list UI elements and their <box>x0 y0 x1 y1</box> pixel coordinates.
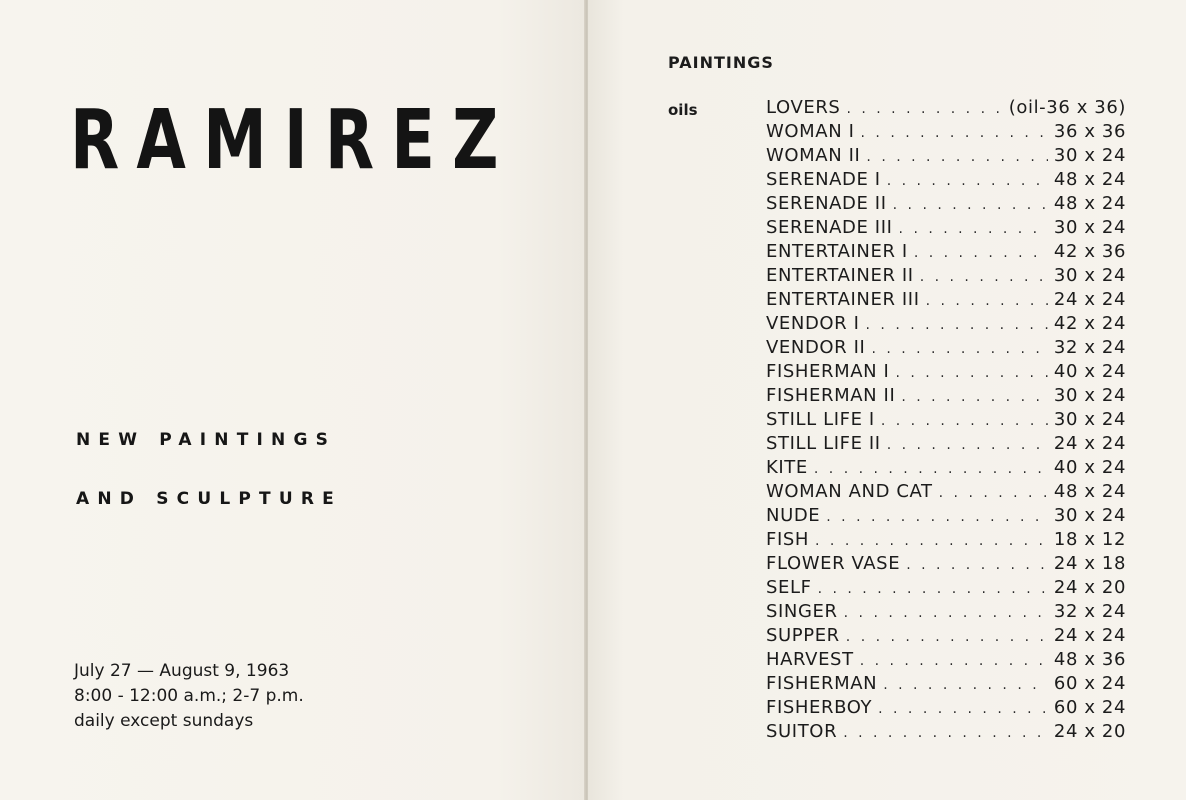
dot-leader <box>814 461 1048 477</box>
painting-title: WOMAN AND CAT <box>766 481 933 502</box>
dot-leader <box>920 269 1048 285</box>
list-item <box>766 673 1126 697</box>
list-item <box>766 577 1126 601</box>
cover-page <box>0 0 585 800</box>
dot-leader <box>883 677 1048 693</box>
painting-title: NUDE <box>766 505 821 526</box>
painting-size: 60 x 24 <box>1053 697 1126 718</box>
dot-leader <box>843 725 1048 741</box>
painting-size: 30 x 24 <box>1053 145 1126 166</box>
painting-size: 24 x 24 <box>1053 289 1126 310</box>
painting-size: 18 x 12 <box>1053 529 1126 550</box>
painting-size: 24 x 18 <box>1053 553 1126 574</box>
list-item <box>766 481 1126 505</box>
painting-title: ENTERTAINER II <box>766 265 914 286</box>
painting-size: 24 x 24 <box>1053 625 1126 646</box>
dot-leader <box>887 173 1048 189</box>
painting-title: SINGER <box>766 601 838 622</box>
list-item <box>766 601 1126 625</box>
list-item <box>766 169 1126 193</box>
list-item <box>766 529 1126 553</box>
dot-leader <box>861 125 1048 141</box>
list-item <box>766 409 1126 433</box>
painting-title: FISHERMAN II <box>766 385 896 406</box>
painting-title: SELF <box>766 577 812 598</box>
painting-title: SERENADE I <box>766 169 881 190</box>
painting-title: VENDOR I <box>766 313 860 334</box>
painting-title: SUPPER <box>766 625 840 646</box>
painting-size: 42 x 24 <box>1053 313 1126 334</box>
painting-size: 30 x 24 <box>1053 265 1126 286</box>
painting-size: 60 x 24 <box>1053 673 1126 694</box>
painting-title: FISHERMAN I <box>766 361 890 382</box>
exhibition-dates: July 27 — August 9, 1963 <box>74 661 290 681</box>
painting-title: SUITOR <box>766 721 838 742</box>
dot-leader <box>906 557 1048 573</box>
list-item <box>766 241 1126 265</box>
subtitle-and-sculpture: AND SCULPTURE <box>76 489 342 509</box>
dot-leader <box>866 149 1047 165</box>
painting-size: 48 x 24 <box>1053 169 1126 190</box>
dot-leader <box>826 509 1048 525</box>
dot-leader <box>893 197 1048 213</box>
painting-size: 24 x 20 <box>1053 577 1126 598</box>
dot-leader <box>860 653 1048 669</box>
list-item <box>766 265 1126 289</box>
list-item <box>766 721 1126 745</box>
artist-name: RAMIREZ <box>70 93 516 188</box>
list-item <box>766 505 1126 529</box>
painting-size: 30 x 24 <box>1053 385 1126 406</box>
dot-leader <box>914 245 1048 261</box>
painting-title: FISHERBOY <box>766 697 873 718</box>
painting-size: 40 x 24 <box>1053 361 1126 382</box>
painting-size: 32 x 24 <box>1053 601 1126 622</box>
painting-size: 36 x 36 <box>1053 121 1126 142</box>
painting-title: ENTERTAINER I <box>766 241 908 262</box>
dot-leader <box>901 389 1048 405</box>
list-item <box>766 313 1126 337</box>
painting-title: FLOWER VASE <box>766 553 901 574</box>
painting-size: 24 x 20 <box>1053 721 1126 742</box>
dot-leader <box>881 413 1048 429</box>
list-item <box>766 625 1126 649</box>
painting-size: 24 x 24 <box>1053 433 1126 454</box>
list-item <box>766 697 1126 721</box>
painting-size: 48 x 24 <box>1053 481 1126 502</box>
painting-title: KITE <box>766 457 808 478</box>
painting-title: FISH <box>766 529 810 550</box>
list-item <box>766 193 1126 217</box>
list-item <box>766 385 1126 409</box>
dot-leader <box>899 221 1048 237</box>
list-item <box>766 217 1126 241</box>
dot-leader <box>871 341 1047 357</box>
painting-size: 48 x 24 <box>1053 193 1126 214</box>
list-item <box>766 145 1126 169</box>
painting-size: 30 x 24 <box>1053 505 1126 526</box>
dot-leader <box>887 437 1048 453</box>
dot-leader <box>895 365 1047 381</box>
painting-size: (oil-36 x 36) <box>1008 97 1126 118</box>
dot-leader <box>926 293 1048 309</box>
dot-leader <box>815 533 1048 549</box>
painting-size: 42 x 36 <box>1053 241 1126 262</box>
dot-leader <box>846 101 1002 117</box>
painting-title: ENTERTAINER III <box>766 289 920 310</box>
painting-title: LOVERS <box>766 97 841 118</box>
painting-title: WOMAN II <box>766 145 861 166</box>
exhibition-days: daily except sundays <box>74 711 254 731</box>
list-item <box>766 433 1126 457</box>
painting-title: STILL LIFE I <box>766 409 875 430</box>
dot-leader <box>818 581 1048 597</box>
painting-size: 32 x 24 <box>1053 337 1126 358</box>
painting-title: VENDOR II <box>766 337 866 358</box>
dot-leader <box>939 485 1048 501</box>
painting-size: 30 x 24 <box>1053 409 1126 430</box>
painting-title: WOMAN I <box>766 121 855 142</box>
exhibition-hours: 8:00 - 12:00 a.m.; 2-7 p.m. <box>74 686 304 706</box>
list-item <box>766 457 1126 481</box>
list-item <box>766 121 1126 145</box>
list-item <box>766 337 1126 361</box>
category-label: oils <box>668 101 698 119</box>
dot-leader <box>878 701 1048 717</box>
painting-size: 40 x 24 <box>1053 457 1126 478</box>
catalog-heading: PAINTINGS <box>668 53 774 72</box>
subtitle-new-paintings: NEW PAINTINGS <box>76 430 337 450</box>
dot-leader <box>844 605 1048 621</box>
painting-title: SERENADE III <box>766 217 893 238</box>
painting-title: HARVEST <box>766 649 854 670</box>
painting-size: 48 x 36 <box>1053 649 1126 670</box>
list-item <box>766 361 1126 385</box>
exhibition-schedule <box>74 659 304 734</box>
list-item <box>766 289 1126 313</box>
painting-title: FISHERMAN <box>766 673 878 694</box>
painting-list <box>766 97 1126 745</box>
painting-size: 30 x 24 <box>1053 217 1126 238</box>
painting-title: STILL LIFE II <box>766 433 881 454</box>
list-item <box>766 97 1126 121</box>
dot-leader <box>866 317 1048 333</box>
dot-leader <box>846 629 1048 645</box>
painting-title: SERENADE II <box>766 193 887 214</box>
list-item <box>766 553 1126 577</box>
list-item <box>766 649 1126 673</box>
